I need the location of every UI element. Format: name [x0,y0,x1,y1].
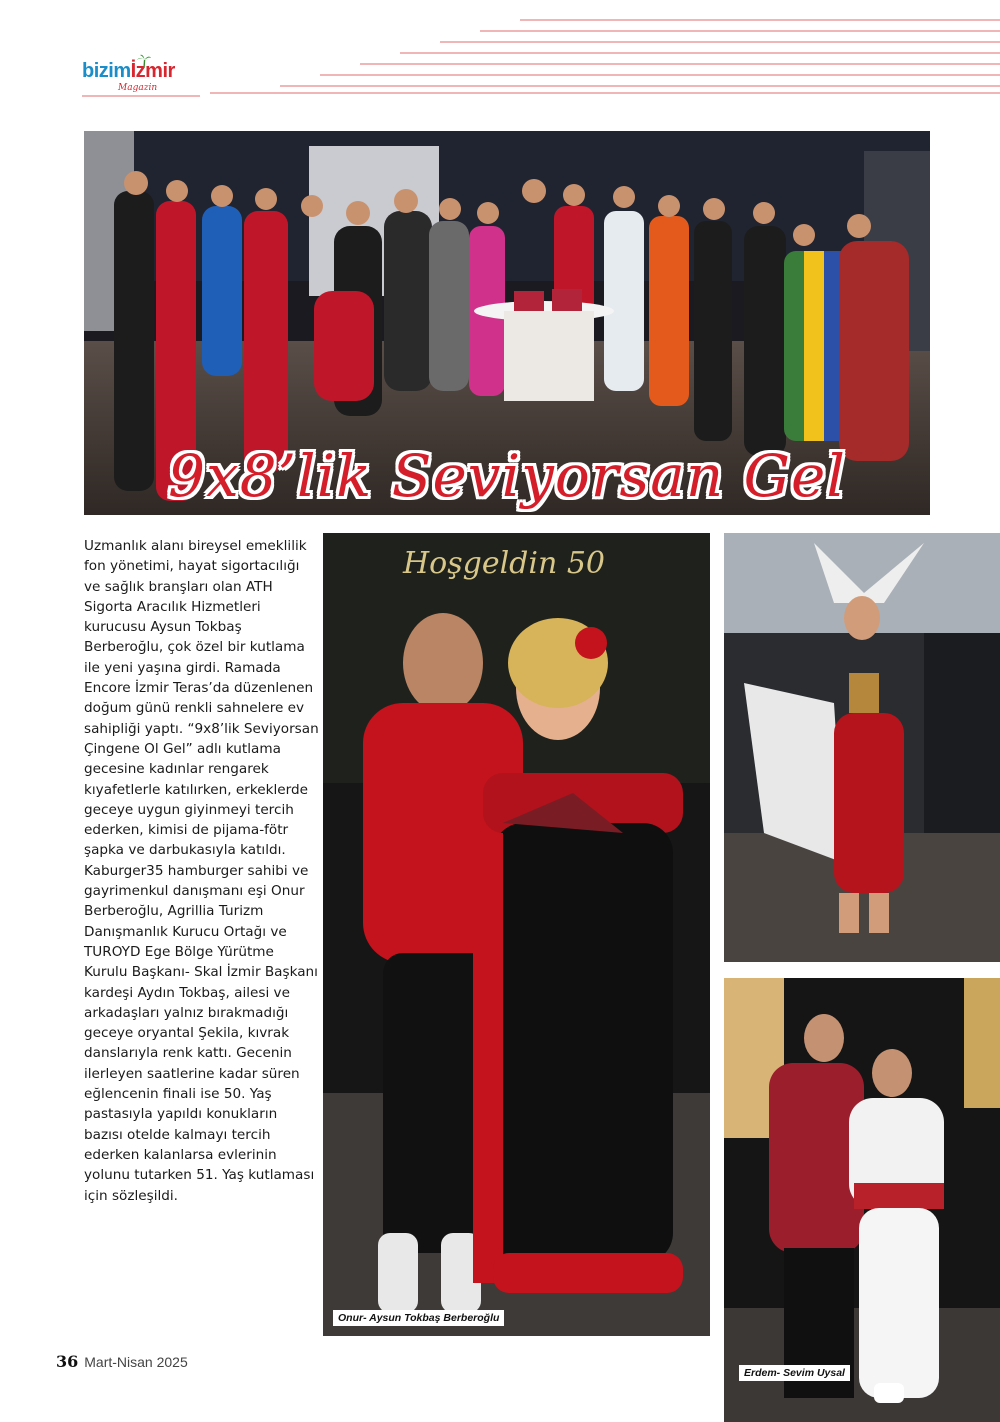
palm-tree-icon [136,54,152,68]
magazine-logo [82,60,232,100]
couple-photo [724,978,1000,1422]
page-footer [56,1352,188,1371]
page-number: 36 [56,1352,79,1371]
side-photo-caption: Erdem- Sevim Uysal [739,1365,850,1381]
article-body [84,536,320,1206]
banner-text-decoration: Hoşgeldin 50 [403,546,606,581]
couple-portrait-photo [323,533,710,1336]
main-photo-caption: Onur- Aysun Tokbaş Berberoğlu [333,1310,504,1326]
logo-name-part1: bizim [82,60,131,82]
article-body-text: Uzmanlık alanı bireysel emeklilik fon yönetimi, hayat sigortacılığı ve sağlık branşları olan ATH Sigorta Aracılık Hizmetleri kurucusu Aysun Tokbaş Berberoğlu, çok özel bir kutlama ile yeni yaşına girdi. Ramada Encore İzmir Teras’da düzenlenen doğum günü renkli sahnelere ev sahipliği yaptı. “9x8’lik Seviyorsan Çingene Ol Gel” adlı kutlama gecesine kadınlar rengarek kıyafetlerle katılırken, erkeklerde geceye uygun giyinmeyi tercih ederken, kimisi de pijama-fötr şapka ve darbukasıyla katıldı. Kaburger35 hamburger sahibi ve gayrimenkul danışmanı eşi Onur Berberoğlu, Agrillia Turizm Danışmanlık Kurucu Ortağı ve TUROYD Ege Bölge Yürütme Kurulu Başkanı- Skal İzmir Başkanı kardeşi Aydın Tokbaş, ailesi ve arkadaşları yalnız bırakmadığı geceye oryantal Şekila, kıvrak danslarıyla renk kattı. Gecenin ilerleyen saatlerine kadar süren eğlencenin finali ise 50. Yaş pastasıyla yapıldı konukların bazısı otelde kalmayı tercih ederken kalanlarsa evlerinin yolunu tutarken 51. Yaş kutlaması için sözleşildi. [84,538,319,1204]
logo-name-part2: İzmir [130,60,175,82]
dancer-photo [724,533,1000,962]
logo-subtitle: Magazin [118,83,158,93]
article-headline: 9x8’lik Seviyorsan Gel [168,442,846,510]
issue-date: Mart-Nisan 2025 [84,1354,188,1370]
couple-illustration [724,978,1000,1422]
logo-wordmark [82,60,175,83]
dancer-illustration [724,533,1000,962]
couple-portrait-illustration [323,533,710,1336]
